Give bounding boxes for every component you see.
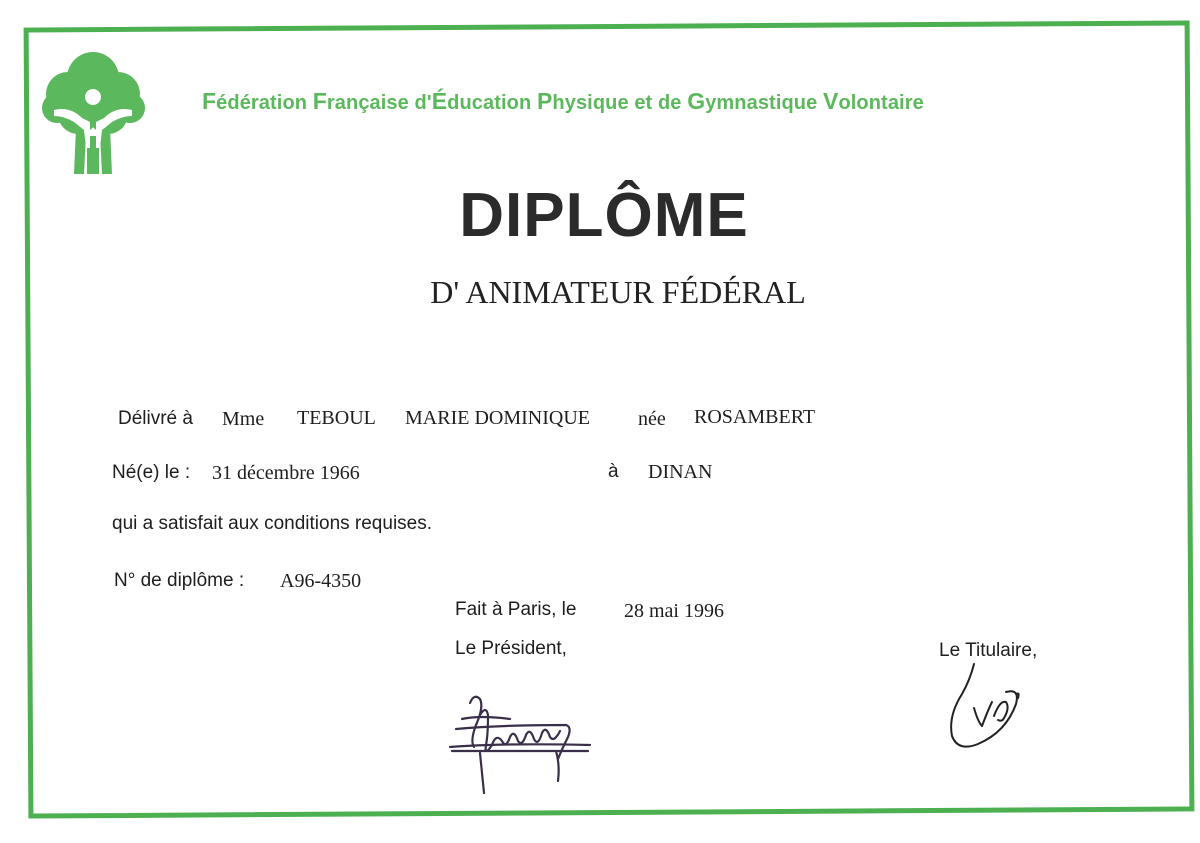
birth-place-label: à [608,461,619,482]
surname-value: TEBOUL [297,407,376,429]
issued-label: Fait à Paris, le [455,599,577,620]
birth-date-value: 31 décembre 1966 [212,462,360,484]
birth-place-value: DINAN [648,461,713,483]
federation-word: Physique et de [536,88,688,114]
diploma-title: DIPLÔME [459,181,749,250]
conditions-text: qui a satisfait aux conditions requises. [112,513,433,534]
federation-word: Gymnastique [687,88,823,114]
diploma-number-label: N° de diplôme : [114,570,245,591]
federation-word: Volontaire [823,88,924,114]
federation-word: Éducation [431,88,537,114]
president-signature [440,685,600,800]
federation-word: Française d' [312,88,432,114]
maiden-name-value: ROSAMBERT [694,406,816,428]
given-names-value: MARIE DOMINIQUE [405,407,590,429]
civility-value: Mme [222,408,265,430]
federation-word: Fédération [202,88,313,114]
holder-label: Le Titulaire, [939,640,1038,661]
president-label: Le Président, [455,638,567,659]
diploma-subtitle: D' ANIMATEUR FÉDÉRAL [430,274,806,310]
holder-signature [944,660,1034,755]
birth-date-label: Né(e) le : [112,462,191,483]
issued-date-value: 28 mai 1996 [624,600,724,622]
born-name-label: née [638,408,666,430]
diploma-number-value: A96-4350 [280,570,362,592]
federation-name [202,88,924,115]
tree-person-icon [40,50,146,176]
delivered-label: Délivré à [118,408,193,429]
